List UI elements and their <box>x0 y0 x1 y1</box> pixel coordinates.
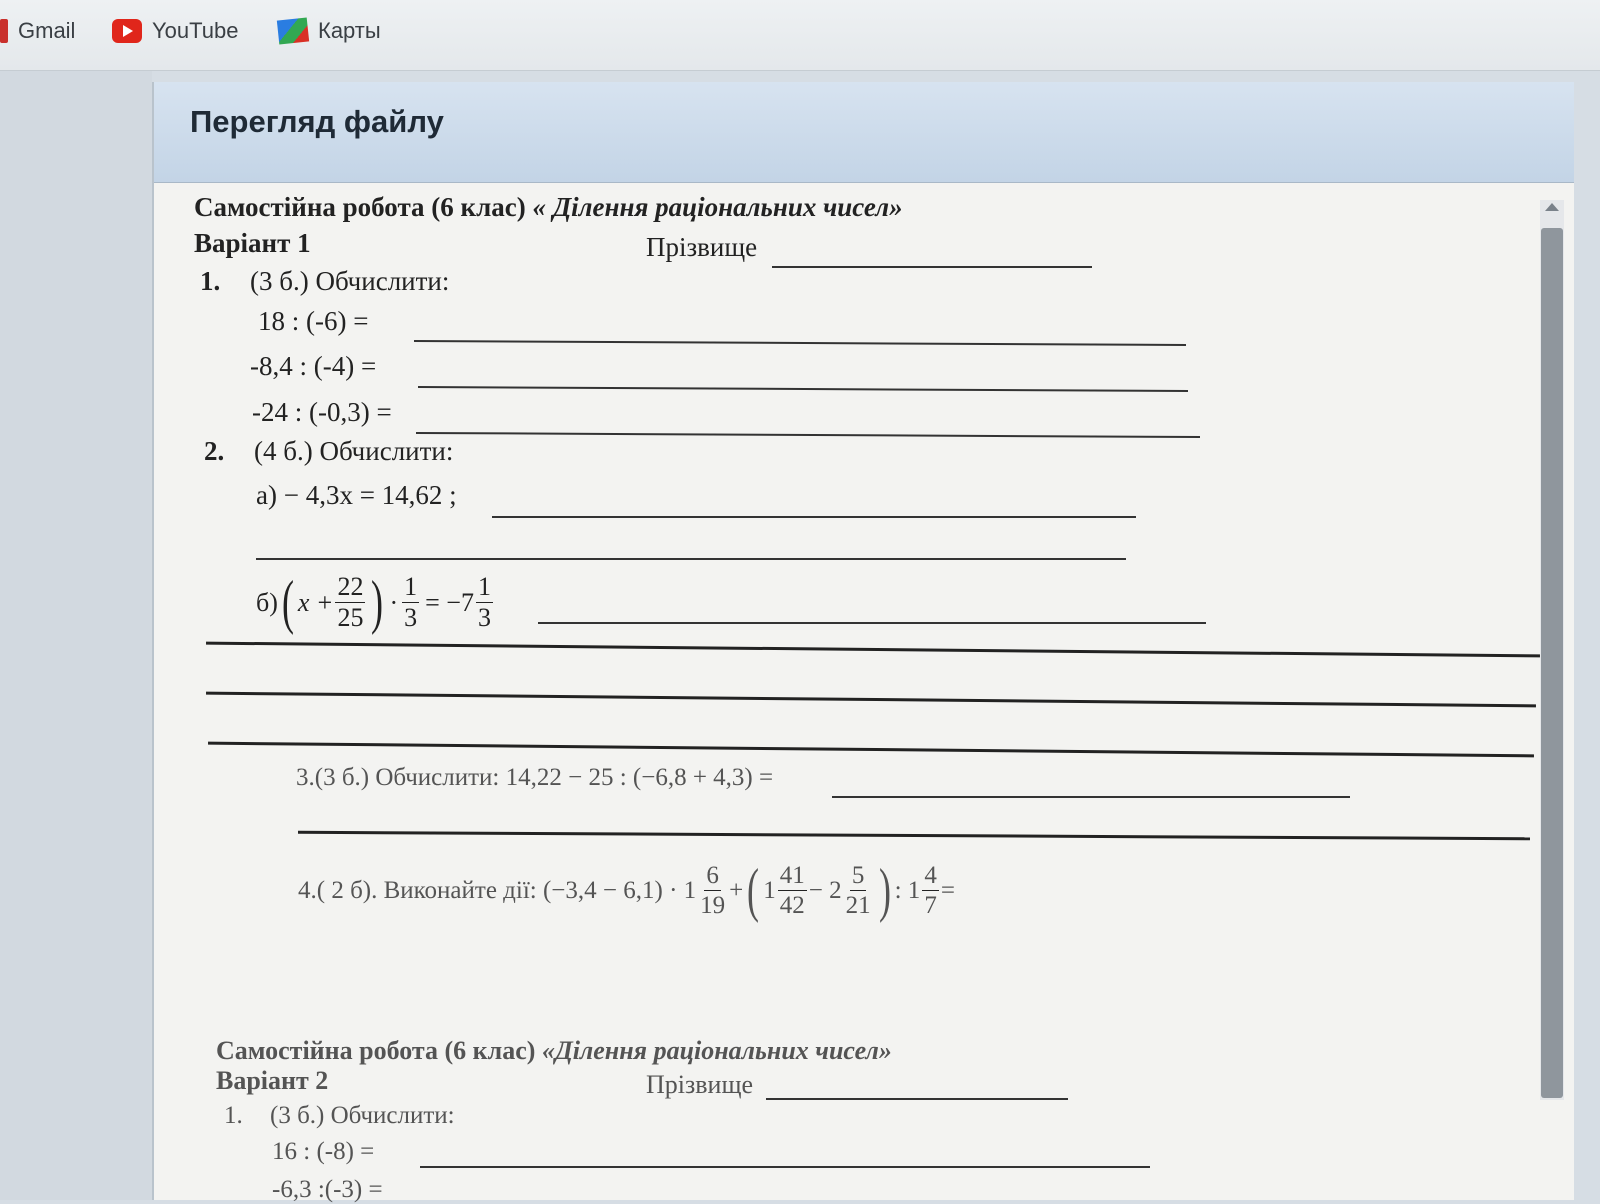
heading-topic: «Ділення раціональних чисел» <box>541 1036 892 1065</box>
fraction <box>844 863 873 918</box>
task1-item: 16 : (-8) = <box>272 1138 375 1165</box>
variant-label: Варіант 2 <box>216 1066 329 1095</box>
answer-line <box>416 432 1200 438</box>
heading-topic: « Ділення раціональних чисел» <box>532 192 903 222</box>
task2b-x: x + <box>297 587 334 617</box>
right-paren: ) <box>878 857 891 923</box>
dialog-title: Перегляд файлу <box>190 104 444 139</box>
surname-label: Прізвище <box>646 1070 754 1099</box>
task1-item: -6,3 :(-3) = <box>272 1176 383 1203</box>
fraction-numerator: 1 <box>404 572 418 601</box>
answer-line <box>538 622 1206 624</box>
fraction <box>402 574 419 631</box>
surname-line <box>772 266 1092 268</box>
answer-line <box>206 692 1536 708</box>
answer-line <box>256 558 1126 560</box>
bookmark-label: Карты <box>318 18 381 43</box>
answer-line <box>206 642 1540 658</box>
fraction-numerator: 22 <box>337 572 364 601</box>
task2b-equation: б) ( x + $\frac{22}{25}$ ) · $\frac{1}{3}$ = −7 $\frac{1}{3}$ <box>256 569 491 635</box>
task3-text: 3.(3 б.) Обчислити: 14,22 − 25 : (−6,8 + 4,3) = <box>296 764 774 791</box>
heading-prefix: Самостійна робота (6 клас) <box>216 1036 536 1065</box>
fraction <box>698 863 727 918</box>
fraction-numerator: 5 <box>851 862 865 889</box>
task2b-equals: = −7 <box>425 587 474 617</box>
answer-line <box>298 831 1530 840</box>
fraction-numerator: 41 <box>779 862 805 889</box>
task-number: 1. <box>224 1102 243 1129</box>
task1-item: -24 : (-0,3) = <box>252 397 392 427</box>
answer-line <box>414 340 1186 346</box>
answer-line <box>208 742 1534 758</box>
variant-label: Варіант 1 <box>194 228 311 258</box>
right-paren: ) <box>371 569 384 635</box>
task1-item: 18 : (-6) = <box>258 306 369 336</box>
bookmark-label: Gmail <box>18 18 76 43</box>
task2b-label: б) <box>256 587 278 617</box>
fraction-denominator: 42 <box>779 892 805 919</box>
task4-plus: + <box>729 876 744 904</box>
task1-item: -8,4 : (-4) = <box>250 351 377 381</box>
fraction-numerator: 4 <box>924 862 937 889</box>
fraction-denominator: 3 <box>404 603 418 632</box>
fraction-denominator: 25 <box>337 603 364 632</box>
fraction-denominator: 7 <box>924 892 937 919</box>
fraction-denominator: 3 <box>477 603 491 632</box>
worksheet-heading <box>216 1036 892 1066</box>
task2a-equation: а) − 4,3x = 14,62 ; <box>256 480 457 510</box>
task-number: 2. <box>204 436 225 466</box>
answer-line <box>418 386 1188 392</box>
task-label: (4 б.) Обчислити: <box>254 436 454 466</box>
left-paren: ( <box>281 569 294 635</box>
fraction <box>922 863 939 918</box>
task4-minus: − 2 <box>808 876 842 904</box>
left-paren: ( <box>747 857 760 923</box>
fraction <box>335 574 365 631</box>
bookmark-label: YouTube <box>152 18 239 43</box>
fraction-denominator: 21 <box>845 892 871 919</box>
fraction-numerator: 1 <box>477 572 491 601</box>
answer-line <box>832 796 1350 798</box>
answer-line <box>420 1166 1150 1168</box>
task-label: (3 б.) Обчислити: <box>270 1102 455 1129</box>
task-label: (3 б.) Обчислити: <box>250 266 450 296</box>
task4-divide: : 1 <box>894 876 921 904</box>
fraction-denominator: 19 <box>700 892 726 919</box>
worksheet-heading <box>194 192 903 223</box>
task-number: 1. <box>200 266 221 296</box>
heading-prefix: Самостійна робота (6 клас) <box>194 192 526 222</box>
answer-line <box>492 516 1136 518</box>
fraction <box>778 863 807 918</box>
task4-expression <box>298 856 955 925</box>
surname-line <box>766 1098 1068 1100</box>
fraction <box>476 574 493 631</box>
fraction-numerator: 6 <box>706 862 719 889</box>
task4-equals: = <box>940 876 955 904</box>
task4-whole: 1 <box>763 876 776 904</box>
task4-prefix: 4.( 2 б). Виконайте дії: (−3,4 − 6,1) · 1 <box>298 876 697 904</box>
surname-label: Прізвище <box>646 232 758 262</box>
